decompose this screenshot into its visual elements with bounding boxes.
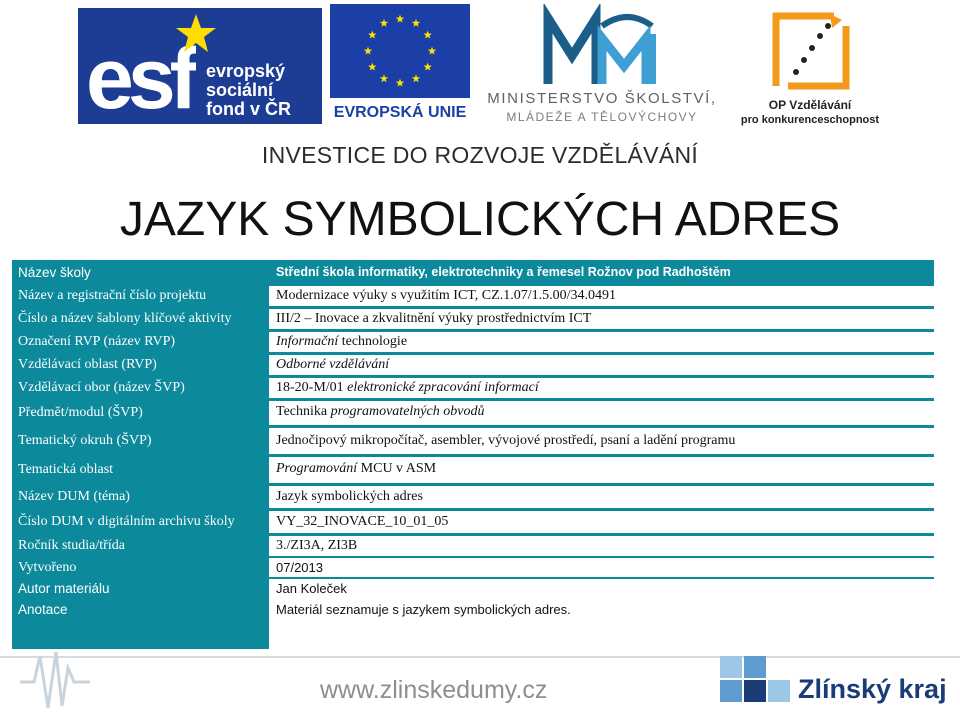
logo-band (0, 0, 960, 140)
esf-line-2: sociální (206, 80, 274, 100)
info-table (12, 260, 934, 649)
table-row (12, 579, 934, 598)
row-label: Název a registrační číslo projektu (18, 288, 207, 303)
esf-line-1: evropský (206, 61, 286, 81)
esf-logo (78, 8, 322, 124)
value-italic: programovatelných obvodů (330, 404, 485, 419)
op-line-2: pro konkurenceschopnost (740, 114, 880, 126)
row-value: Jazyk symbolických adres (269, 486, 934, 508)
table-row (12, 598, 934, 649)
row-value: III/2 – Inovace a zkvalitnění výuky prostřednictvím ICT (269, 309, 934, 329)
table-row (12, 309, 934, 329)
table-row (12, 428, 934, 454)
row-value: Jan Koleček (269, 579, 934, 598)
row-label: Anotace (18, 602, 68, 617)
msmt-emblem-icon (542, 4, 662, 88)
table-row (12, 457, 934, 483)
msmt-logo (482, 4, 722, 126)
msmt-line-2: MLÁDEŽE A TĚLOVÝCHOVY (506, 110, 698, 124)
msmt-line-1: MINISTERSTVO ŠKOLSTVÍ, (487, 90, 717, 107)
value-rest: MCU v ASM (357, 461, 437, 476)
value-italic: Programování (276, 461, 358, 476)
row-label: Název školy (18, 264, 91, 280)
op-emblem-icon (766, 6, 856, 96)
row-label: Ročník studia/třída (18, 538, 125, 553)
row-value: Střední škola informatiky, elektrotechniky a řemesel Rožnov pod Radhoštěm (276, 265, 731, 279)
row-label: Vytvořeno (18, 559, 77, 575)
value-plain: 18-20-M/01 (276, 380, 348, 395)
op-logo (730, 4, 890, 126)
value-italic: elektronické zpracování informací (347, 380, 539, 395)
table-row (12, 486, 934, 508)
row-label: Vzdělávací obor (název ŠVP) (18, 380, 185, 395)
row-label: Vzdělávací oblast (RVP) (18, 357, 157, 372)
svg-text:esf: esf (86, 31, 193, 122)
value-italic: Informační (276, 334, 339, 349)
website-text: www.zlinskedumy.cz (320, 676, 548, 704)
row-value: Materiál seznamuje s jazykem symbolických adres. (269, 598, 934, 649)
op-line-1: OP Vzdělávání (768, 98, 852, 112)
table-row (12, 262, 934, 282)
value-italic: Odborné vzdělávání (276, 357, 390, 372)
row-value: Modernizace výuky s využitím ICT, CZ.1.07/1.5.00/34.0491 (269, 286, 934, 306)
row-value: Jednočipový mikropočítač, asembler, vývojové prostředí, psaní a ladění programu (269, 428, 934, 454)
row-label: Číslo a název šablony klíčové aktivity (18, 311, 232, 326)
table-row (12, 558, 934, 577)
table-row (12, 511, 934, 533)
value-rest: technologie (338, 334, 408, 349)
table-row (12, 536, 934, 556)
investice-banner (0, 142, 960, 169)
row-value: 07/2013 (269, 558, 934, 577)
eu-flag-icon (330, 4, 470, 98)
row-value (269, 332, 934, 352)
esf-line-3: fond v ČR (206, 99, 291, 119)
row-label: Označení RVP (název RVP) (18, 334, 176, 349)
row-label: Tematická oblast (18, 462, 114, 477)
row-value (269, 378, 934, 398)
pulse-icon (20, 648, 90, 714)
table-row (12, 401, 934, 425)
table-row (12, 332, 934, 352)
row-label: Předmět/modul (ŠVP) (18, 405, 143, 420)
row-value (269, 401, 934, 425)
row-label: Číslo DUM v digitálním archivu školy (18, 514, 235, 529)
esf-star-icon (174, 12, 218, 56)
row-label: Tematický okruh (ŠVP) (18, 433, 152, 448)
eu-logo (330, 4, 470, 124)
value-plain: Technika (276, 404, 331, 419)
investice-text: INVESTICE DO ROZVOJE VZDĚLÁVÁNÍ (261, 142, 699, 168)
row-label: Název DUM (téma) (18, 489, 130, 504)
esf-text (206, 62, 291, 119)
table-row (12, 286, 934, 306)
row-value: VY_32_INOVACE_10_01_05 (269, 511, 934, 533)
row-value (269, 355, 934, 375)
row-value: 3./ZI3A, ZI3B (269, 536, 934, 556)
table-row (12, 355, 934, 375)
table-row (12, 378, 934, 398)
row-value (269, 457, 934, 483)
region-name: Zlínský kraj (798, 674, 947, 704)
page-title: JAZYK SYMBOLICKÝCH ADRES (119, 193, 841, 246)
eu-label: EVROPSKÁ UNIE (333, 104, 467, 121)
row-label: Autor materiálu (18, 581, 110, 596)
